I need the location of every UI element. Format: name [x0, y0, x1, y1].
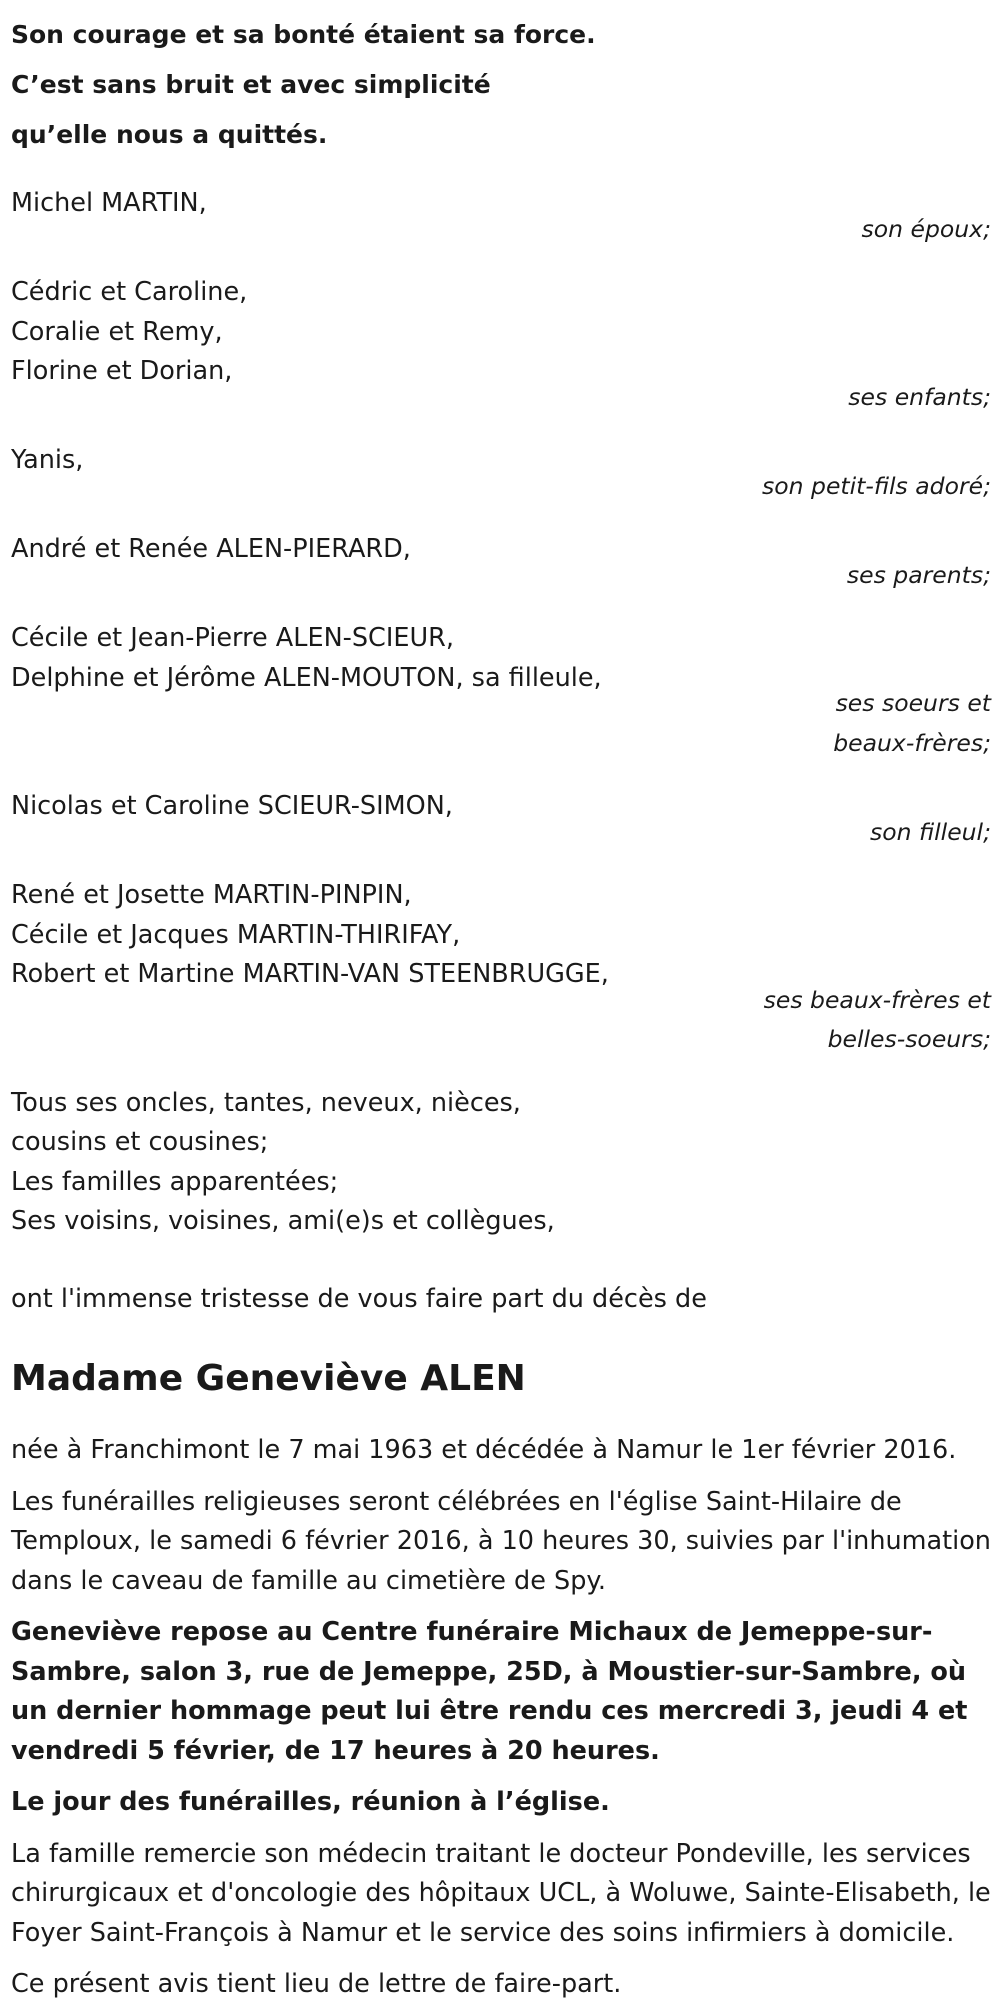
family-name: Cécile et Jean-Pierre ALEN-SCIEUR,	[11, 623, 454, 653]
family-name: Coralie et Remy,	[11, 316, 223, 347]
obituary-notice	[11, 0, 991, 2005]
family-group-spouse	[11, 184, 991, 249]
family-group-children	[11, 273, 991, 417]
family-name: Cédric et Caroline,	[11, 277, 248, 307]
extended-family-line: cousins et cousines;	[11, 1127, 269, 1157]
extended-family-line: Tous ses oncles, tantes, neveux, nièces,	[11, 1087, 521, 1118]
family-name: Nicolas et Caroline SCIEUR-SIMON,	[11, 791, 453, 821]
deceased-name: Madame Geneviève ALEN	[11, 1358, 526, 1399]
funeral-paragraph: Les funérailles religieuses seront célébrées en l'église Saint-Hilaire de Temploux, le samedi 6 février 2016, à 10 heures 30, suivies par l'inhumation dans le caveau de famille au cimetière de Spy.	[11, 1486, 991, 1596]
family-group-grandson	[11, 441, 991, 506]
thanks-paragraph: La famille remercie son médecin traitant le docteur Pondeville, les services chirurgicaux et d'oncologie des hôpitaux UCL, à Woluwe, Sainte-Elisabeth, le Foyer Saint-François à Namur et le service des soins infirmiers à domicile.	[11, 1838, 991, 1948]
family-relation: son petit-fils adoré;	[762, 471, 991, 500]
family-name: Cécile et Jacques MARTIN-THIRIFAY,	[11, 919, 461, 950]
viewing-paragraph: Geneviève repose au Centre funéraire Michaux de Jemeppe-sur-Sambre, salon 3, rue de Jemeppe, 25D, à Moustier-sur-Sambre, où un dernier hommage peut lui être rendu ces mercredi 3, jeudi 4 et vendredi 5 février, de 17 heures à 20 heures.	[11, 1617, 968, 1766]
family-relation: son filleul;	[869, 817, 991, 846]
family-relation: ses beaux-frères et belles-soeurs;	[763, 985, 991, 1053]
family-name: Robert et Martine MARTIN-VAN STEENBRUGGE,	[11, 959, 609, 989]
family-group-parents	[11, 530, 991, 595]
family-relation: ses enfants;	[848, 382, 991, 411]
extended-family-line: Les familles apparentées;	[11, 1166, 339, 1197]
birth-death-paragraph: née à Franchimont le 7 mai 1963 et décédée à Namur le 1er février 2016.	[11, 1435, 957, 1465]
family-name: Delphine et Jérôme ALEN-MOUTON, sa filleule,	[11, 662, 602, 693]
family-group-godson	[11, 787, 991, 852]
family-group-sisters	[11, 619, 991, 763]
epigraph	[11, 10, 991, 160]
family-name: René et Josette MARTIN-PINPIN,	[11, 880, 412, 910]
family-group-in-laws	[11, 876, 991, 1060]
epigraph-line: C’est sans bruit et avec simplicité	[11, 70, 491, 99]
family-name: André et Renée ALEN-PIERARD,	[11, 534, 411, 564]
family-name: Yanis,	[11, 445, 84, 475]
extended-family-line: Ses voisins, voisines, ami(e)s et collègues,	[11, 1206, 555, 1236]
epigraph-line: qu’elle nous a quittés.	[11, 120, 328, 149]
family-relation: ses soeurs et beaux-frères;	[833, 689, 991, 757]
family-name: Florine et Dorian,	[11, 356, 233, 386]
family-list	[11, 184, 991, 1060]
extended-family	[11, 1084, 991, 1242]
family-name: Michel MARTIN,	[11, 188, 207, 218]
announcement: ont l'immense tristesse de vous faire part du décès de	[11, 1283, 707, 1314]
family-relation: son époux;	[861, 214, 991, 243]
notice-paragraph: Ce présent avis tient lieu de lettre de faire-part.	[11, 1969, 622, 1999]
family-relation: ses parents;	[846, 560, 991, 589]
epigraph-line: Son courage et sa bonté étaient sa force.	[11, 20, 596, 49]
meeting-paragraph: Le jour des funérailles, réunion à l’église.	[11, 1787, 610, 1817]
